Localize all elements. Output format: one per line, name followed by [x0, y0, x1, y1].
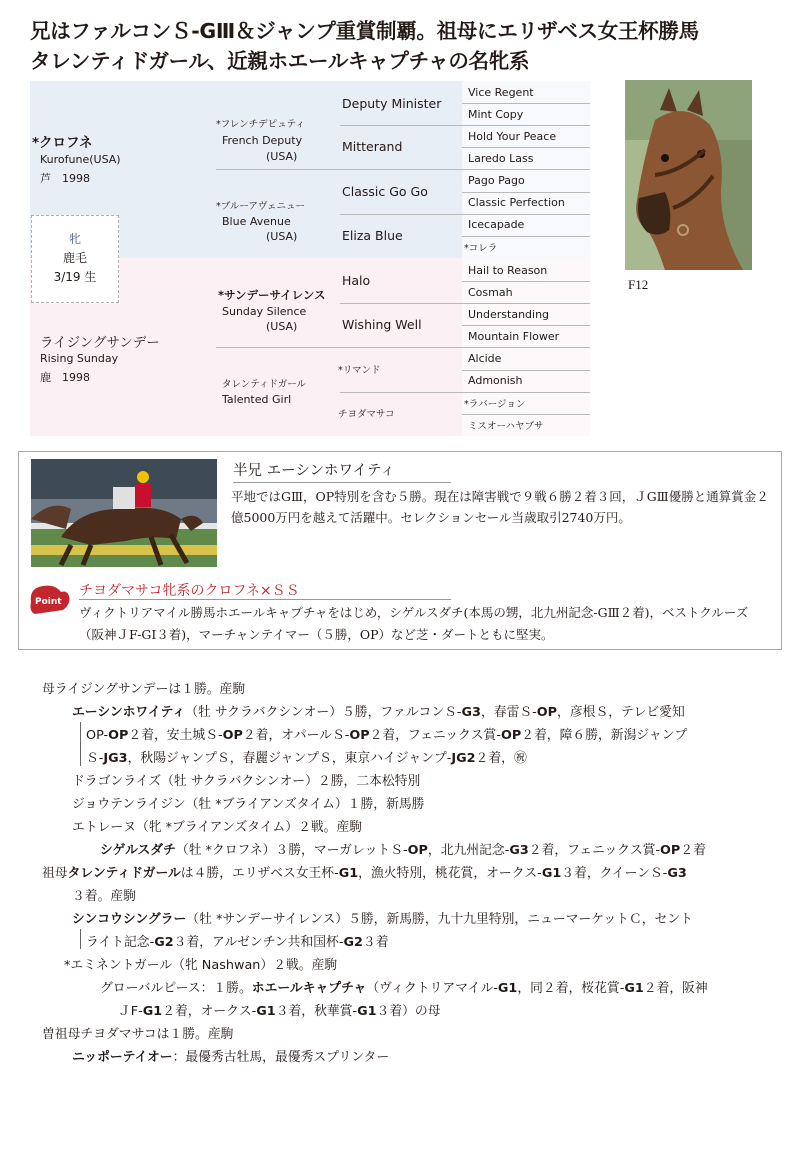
family-text: ，北九州記念-	[427, 843, 510, 858]
divider	[340, 214, 462, 215]
family-text: ２着，㊗	[475, 751, 527, 766]
grade: OP	[500, 728, 522, 743]
divider	[340, 392, 462, 393]
gen4-item: *ラバージョン	[464, 399, 526, 410]
gen2-sunday-silence-jp: *サンデーサイレンス	[218, 288, 326, 302]
family-line	[42, 862, 687, 881]
family-text: ３着，秋華賞-	[275, 1004, 358, 1019]
family-text: ，彦根Ｓ，テレビ愛知	[557, 705, 685, 720]
gen4-item: ミスオーハヤブサ	[468, 421, 544, 432]
pedigree-chart	[30, 81, 590, 436]
gen2-talented-girl-en: Talented Girl	[222, 393, 292, 406]
family-line	[86, 931, 388, 950]
grade: OP	[222, 728, 243, 743]
family-text: ２着，フェニックス賞-	[369, 728, 501, 743]
family-text: ２着	[680, 843, 706, 858]
gen2-french-deputy-jp: *フレンチデピュティ	[216, 119, 305, 130]
foal-color: 鹿毛	[62, 251, 87, 266]
gen4-item: Alcide	[468, 352, 502, 365]
gen3-rimando: *リマンド	[338, 365, 381, 376]
grade: G3	[509, 843, 529, 858]
family-text: 祖母	[42, 866, 68, 881]
grade: OP	[349, 728, 370, 743]
family-line	[72, 908, 693, 927]
gen4-item: Vice Regent	[468, 86, 534, 99]
family-text: ＪF-	[118, 1004, 143, 1019]
family-line	[72, 701, 685, 720]
divider	[462, 192, 590, 193]
divider	[233, 482, 451, 483]
grade: OP	[108, 728, 129, 743]
point-badge-label: Point	[35, 597, 62, 607]
photo-caption: F12	[628, 277, 649, 292]
family-text: ３着，アルゼンチン共和国杯-	[173, 935, 344, 950]
family-text: ２着，オパールＳ-	[242, 728, 350, 743]
family-text: （牡 *サンデーサイレンス）５勝，新馬勝，九十九里特別，ニューマーケットＣ，セント	[186, 912, 693, 927]
grade: G1	[142, 1004, 163, 1019]
family-text: ３着	[362, 935, 389, 950]
family-text: ２着，安土城Ｓ-	[128, 728, 223, 743]
family-text: ライト記念-	[86, 935, 155, 950]
family-line	[86, 747, 527, 766]
family-line	[86, 724, 687, 743]
family-line	[100, 977, 708, 996]
family-line	[118, 1000, 441, 1019]
grade: OP	[407, 843, 428, 858]
grade: G1	[357, 1004, 377, 1019]
divider	[462, 281, 590, 282]
divider	[462, 370, 590, 371]
gen2-blue-avenue-origin: (USA)	[266, 230, 298, 243]
family-text: ３着，クイーンＳ-	[561, 866, 668, 881]
point-badge-icon	[27, 582, 71, 616]
race-photo	[31, 459, 217, 567]
family-text: ２着，障６勝，新潟ジャンプ	[521, 728, 688, 743]
family-text: （牡 サクラバクシンオー）５勝，ファルコンＳ-	[185, 705, 462, 720]
grade: OP	[536, 705, 558, 720]
gen2-french-deputy-en: French Deputy	[222, 134, 303, 147]
gen4-item: Hail to Reason	[468, 264, 548, 277]
divider	[462, 325, 590, 326]
family-text: ：最優秀古牡馬，最優秀スプリンター	[172, 1050, 390, 1065]
divider	[462, 392, 590, 393]
point-description: ヴィクトリアマイル勝馬ホエールキャプチャをはじめ，シゲルスダチ(本馬の甥，北九州記念-GⅢ２着)，ベストクルーズ（阪神ＪF-GⅠ３着)，マーチャンテイマー（５勝，OP）など芝・ダートともに堅実。	[79, 605, 749, 642]
indent-bar	[80, 929, 81, 949]
gen3-classic-go-go: Classic Go Go	[342, 184, 428, 199]
horse-name: エーシンホワイティ	[72, 705, 186, 720]
divider	[79, 599, 451, 600]
gen2-sunday-silence-origin: (USA)	[266, 320, 298, 333]
divider	[462, 147, 590, 148]
family-line: *エミネントガール（牝 Nashwan）２戦。産駒	[64, 958, 338, 973]
family-text: Ｓ-	[86, 751, 104, 766]
grade: G1	[497, 981, 518, 996]
family-text: ，同２着，桜花賞-	[517, 981, 625, 996]
gen4-item: Laredo Lass	[468, 152, 534, 165]
dam-color-year: 鹿 1998	[40, 371, 90, 384]
family-text: ２着，フェニックス賞-	[528, 843, 661, 858]
divider	[462, 169, 590, 170]
divider	[462, 303, 590, 304]
highlight-box	[18, 451, 782, 650]
divider	[462, 103, 590, 104]
family-line: 曽祖母チヨダマサコは１勝。産駒	[42, 1027, 234, 1042]
family-text: は４勝，エリザベス女王杯-	[180, 866, 339, 881]
family-text: ３着）の母	[376, 1004, 441, 1019]
gen4-item: Mint Copy	[468, 108, 524, 121]
family-line: エトレーヌ（牝 *ブライアンズタイム）２戦。産駒	[72, 820, 363, 835]
horse-name: シゲルスダチ	[100, 843, 176, 858]
dam-name-en: Rising Sunday	[40, 352, 119, 365]
gen3-halo: Halo	[342, 273, 371, 288]
grade: OP	[660, 843, 681, 858]
family-line: ３着。産駒	[72, 889, 136, 904]
foal-info-box	[31, 215, 119, 303]
gen4-item: Classic Perfection	[468, 196, 565, 209]
gen2-blue-avenue-en: Blue Avenue	[222, 215, 291, 228]
family-text: ，漁火特別，桃花賞，オークス-	[358, 866, 542, 881]
foal-photo	[625, 80, 752, 270]
divider	[462, 347, 590, 348]
divider	[216, 169, 462, 170]
divider	[462, 236, 590, 237]
gen2-french-deputy-origin: (USA)	[266, 150, 298, 163]
gen3-wishing-well: Wishing Well	[342, 317, 422, 332]
family-text: ，秋陽ジャンプＳ，春麗ジャンプＳ，東京ハイジャンプ-	[127, 751, 452, 766]
horse-name: タレンティドガール	[67, 866, 181, 881]
grade: JG2	[451, 751, 476, 766]
indent-bar	[80, 722, 81, 766]
gen4-item: *コレラ	[464, 243, 498, 254]
dam-name-jp: ライジングサンデー	[40, 335, 160, 351]
gen2-blue-avenue-jp: *ブルーアヴェニュー	[216, 201, 306, 212]
gen2-talented-girl-jp: タレンティドガール	[222, 379, 307, 390]
grade: G1	[541, 866, 562, 881]
family-text: グローバルピース：１勝。	[100, 981, 252, 996]
gen2-sunday-silence-en: Sunday Silence	[222, 305, 307, 318]
gen3-deputy-minister: Deputy Minister	[342, 96, 442, 111]
gen4-item: Pago Pago	[468, 174, 525, 187]
gen4-item: Mountain Flower	[468, 330, 560, 343]
family-line: ドラゴンライズ（牡 サクラバクシンオー）２勝，二本松特別	[72, 774, 421, 789]
family-line	[72, 1046, 389, 1065]
gen3-chiyoda-masako: チヨダマサコ	[338, 409, 395, 420]
sibling-title: 半兄 エーシンホワイティ	[233, 463, 395, 479]
foal-birth: 3/19 生	[53, 270, 97, 285]
divider	[340, 125, 462, 126]
sire-color-year: 芦 1998	[40, 172, 90, 185]
gen4-item: Hold Your Peace	[468, 130, 557, 143]
gen4-item: Icecapade	[468, 218, 525, 231]
horse-name: ニッポーテイオー	[72, 1050, 173, 1065]
divider	[462, 414, 590, 415]
grade: G2	[343, 935, 363, 950]
headline-line-2: タレンティドガール、近親ホエールキャプチャの名牝系	[30, 49, 530, 73]
gen4-item: Understanding	[468, 308, 550, 321]
gen4-item: Admonish	[468, 374, 523, 387]
gen3-mitterand: Mitterand	[342, 139, 403, 154]
grade: G3	[461, 705, 481, 720]
horse-name: ホエールキャプチャ	[251, 981, 367, 996]
family-text: OP-	[86, 728, 109, 743]
divider	[216, 347, 462, 348]
horse-name: シンコウシングラー	[72, 912, 187, 927]
grade: G1	[338, 866, 359, 881]
family-line: ジョウテンライジン（牡 *ブライアンズタイム）１勝，新馬勝	[72, 797, 425, 812]
family-text: （ヴィクトリアマイル-	[366, 981, 498, 996]
sire-name-jp: *クロフネ	[32, 135, 93, 151]
foal-sex: 牝	[68, 232, 81, 246]
sibling-description: 平地ではGⅢ，OP特別を含む５勝。現在は障害戦で９戦６勝２着３回，ＪGⅢ優勝と通算賞金２億5000万円を越えて活躍中。セレクションセール当歳取引2740万円。	[231, 489, 769, 525]
grade: G2	[154, 935, 174, 950]
family-text: ２着，オークス-	[162, 1004, 257, 1019]
point-title: チヨダマサコ牝系のクロフネ×ＳＳ	[79, 583, 300, 599]
family-line	[100, 839, 706, 858]
grade: JG3	[103, 751, 128, 766]
family-text: ，春雷Ｓ-	[480, 705, 537, 720]
headline-line-1: 兄はファルコンＳ-GⅢ＆ジャンプ重賞制覇。祖母にエリザベス女王杯勝馬	[30, 19, 699, 43]
divider	[340, 303, 462, 304]
grade: G1	[256, 1004, 276, 1019]
gen3-eliza-blue: Eliza Blue	[342, 228, 403, 243]
divider	[462, 125, 590, 126]
grade: G1	[624, 981, 644, 996]
family-text: （牡 *クロフネ）３勝，マーガレットＳ-	[175, 843, 408, 858]
family-line: 母ライジングサンデーは１勝。産駒	[42, 682, 246, 697]
family-text: ２着，阪神	[643, 981, 708, 996]
sire-name-en: Kurofune(USA)	[40, 153, 121, 166]
gen4-item: Cosmah	[468, 286, 513, 299]
grade: G3	[667, 866, 687, 881]
divider	[462, 214, 590, 215]
